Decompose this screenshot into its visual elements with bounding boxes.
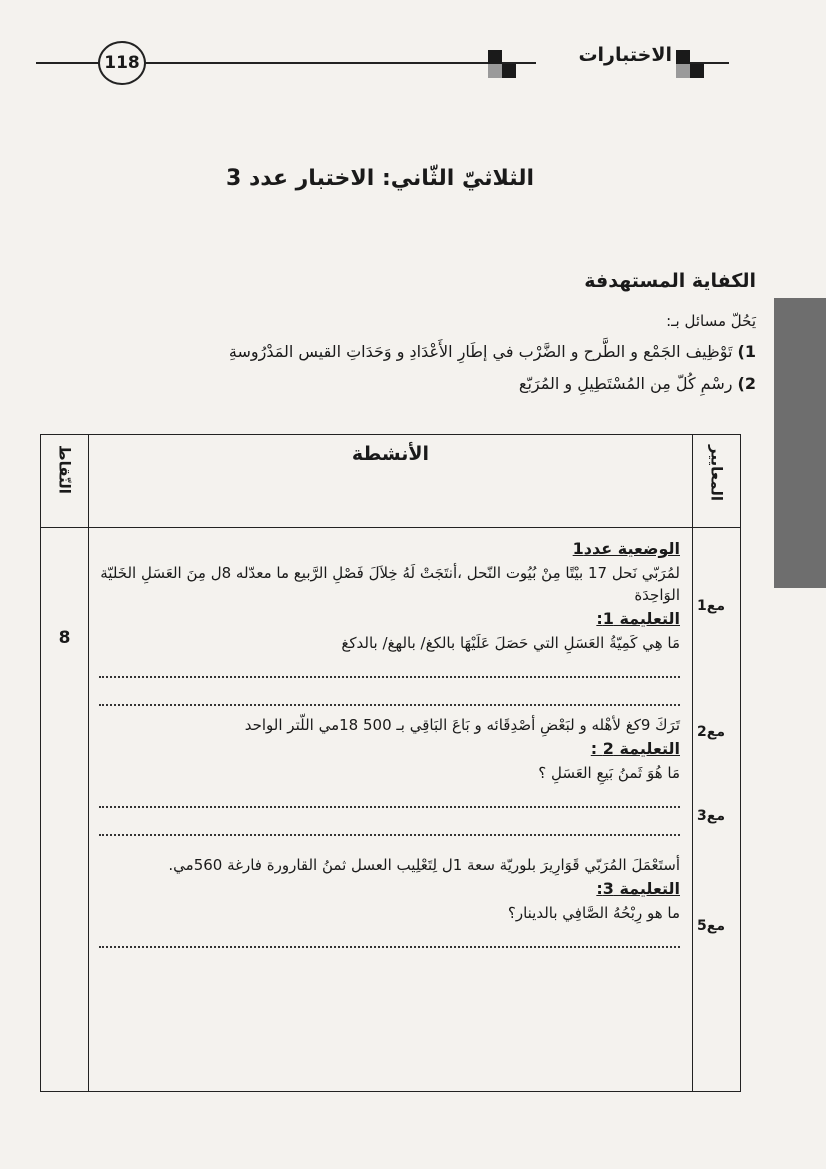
situation-title: الوضعية عدد1 xyxy=(572,539,680,558)
answer-line[interactable] xyxy=(99,658,680,678)
answer-line[interactable] xyxy=(99,788,680,808)
competence-intro: يَحُلّ مسائل بـ: xyxy=(666,312,756,330)
competence-heading: الكفاية المستهدفة xyxy=(584,270,756,292)
activities-header: الأنشطة xyxy=(89,435,693,528)
exam-title: الثلاثيّ الثّاني: الاختبار عدد 3 xyxy=(225,166,534,191)
decor-square xyxy=(676,64,690,78)
decor-square xyxy=(488,64,502,78)
instruction-2-title: التعليمة 2 : xyxy=(590,739,680,758)
objective-number: 2) xyxy=(737,374,756,393)
points-value: 8 xyxy=(41,528,89,1092)
instruction-3-title: التعليمة 3: xyxy=(596,879,680,898)
criteria-column xyxy=(693,528,741,1092)
decor-square xyxy=(502,64,516,78)
section-name: الاختبارات xyxy=(536,44,678,66)
situation-text-2: تَرَكَ 9كغ لأهْله و لبَعْضِ أصْدِقَائه و بَاعَ البَاقِي بـ 500 18مي اللّتر الواحد xyxy=(244,716,680,734)
situation-text-3: أستَعْمَلَ المُرَبّي قَوَارِيرَ بلوريّة سعة 1ل لِتَعْلِيب العسل ثمنُ القارورة فارغة 560مي. xyxy=(168,856,680,874)
criterion-label: مع1 xyxy=(697,598,725,614)
criterion-label: مع2 xyxy=(697,724,725,740)
instruction-1-text: مَا هِي كَمِيّةُ العَسَلِ التي حَصَلَ عَلَيْهَا بالكغ/ بالهغ/ بالدكغ xyxy=(341,634,680,652)
objective-item xyxy=(229,342,756,361)
situation-text: لمُرَبّي نَحل 17 بيْتًا مِنْ بُيُوت النّحل ،أنتَجَتْ لَهُ خِلاَلَ فَصْلِ الرَّبيع ما معدّله 8ل مِنَ العَسَلِ الخَليّة الوَاحِدَة xyxy=(100,564,680,604)
side-tab-marker xyxy=(774,298,826,588)
criteria-header-cell xyxy=(693,435,741,528)
criteria-header: المعايير xyxy=(707,445,726,502)
decor-square xyxy=(690,64,704,78)
instruction-2-text: مَا هُوَ ثَمنُ بَيعِ العَسَلِ ؟ xyxy=(538,764,680,782)
activities-content xyxy=(89,528,693,1092)
points-header-cell xyxy=(41,435,89,528)
points-header: النّقاط xyxy=(55,445,74,494)
answer-line[interactable] xyxy=(99,928,680,948)
activities-table xyxy=(40,434,741,1092)
page-number: 118 xyxy=(98,41,146,85)
answer-line[interactable] xyxy=(99,686,680,706)
objective-text: تَوْظِيف الجَمْع و الطَّرح و الضَّرْب في إطَارِ الأَعْدَادِ و وَحَدَاتِ القيس المَدْرُوسةِ xyxy=(228,342,733,361)
decor-square xyxy=(488,50,502,64)
objective-item xyxy=(519,374,756,393)
answer-line[interactable] xyxy=(99,816,680,836)
objective-number: 1) xyxy=(737,342,756,361)
objective-text: رسْمِ كُلّ مِن المُسْتَطِيلِ و المُرَبّع xyxy=(518,374,733,393)
criterion-label: مع5 xyxy=(697,918,725,934)
decor-square xyxy=(676,50,690,64)
criterion-label: مع3 xyxy=(697,808,725,824)
instruction-3-text: ما هو رِبْحُهُ الصَّافِي بالدينار؟ xyxy=(507,904,680,922)
instruction-1-title: التعليمة 1: xyxy=(596,609,680,628)
